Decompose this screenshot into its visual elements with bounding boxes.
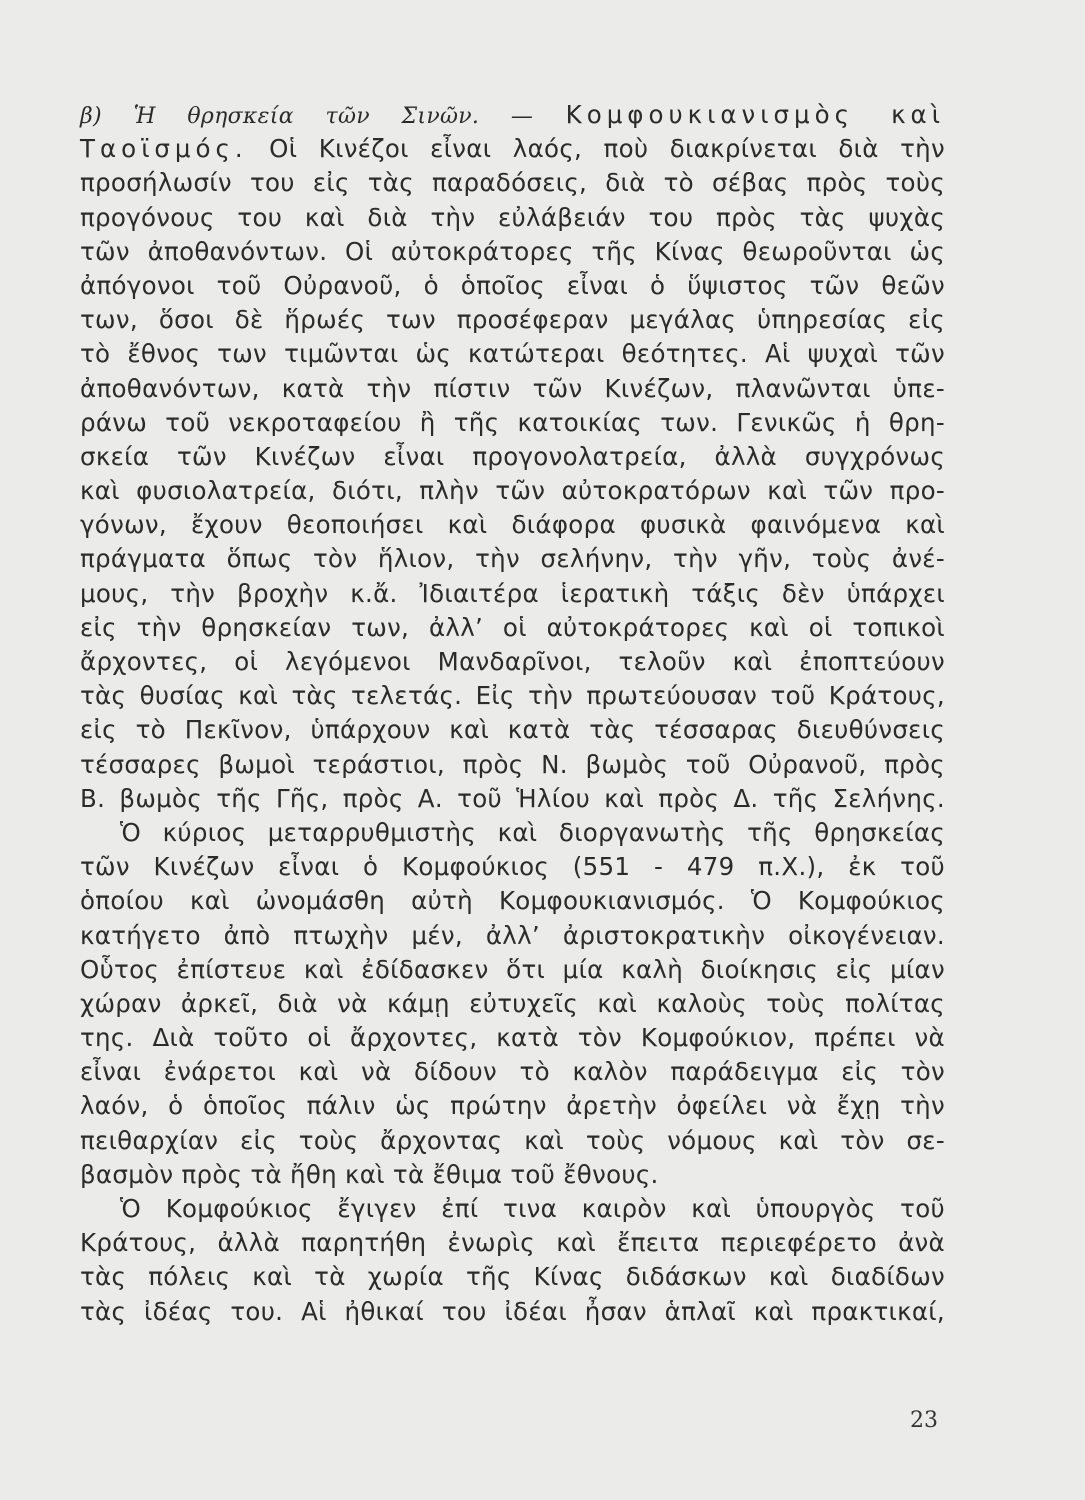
text-line: Οὗτος ἐπίστευε καὶ ἐδίδασκεν ὅτι μία καλὴ διοίκησις εἰς μίαν [80, 954, 945, 984]
paragraph-start-line: Ὁ Κομφούκιος ἔγιγεν ἐπί τινα καιρὸν καὶ ὑπουργὸς τοῦ [120, 1194, 945, 1223]
section-heading-spaced: Κομφουκιανισμὸς καὶ [565, 100, 946, 129]
text-line: τὰς πόλεις καὶ τὰ χωρία τῆς Κίνας διδάσκων καὶ διαδίδων [80, 1262, 945, 1292]
text-line: τῶν Κινέζων εἶναι ὁ Κομφούκιος (551 - 479 π.Χ.), ἐκ τοῦ [80, 852, 945, 882]
text-line: χώραν ἀρκεῖ, διὰ νὰ κάμῃ εὐτυχεῖς καὶ καλοὺς τοὺς πολίτας [80, 988, 945, 1018]
text-line: λαόν, ὁ ὁποῖος πάλιν ὡς πρώτην ἀρετὴν ὀφείλει νὰ ἔχῃ τὴν [80, 1091, 945, 1121]
text-line: πειθαρχίαν εἰς τοὺς ἄρχοντας καὶ τοὺς νόμους καὶ τὸν σε- [80, 1125, 945, 1155]
text-line: εἶναι ἐνάρετοι καὶ νὰ δίδουν τὸ καλὸν παράδειγμα εἰς τὸν [80, 1057, 945, 1087]
text-line: τὰς θυσίας καὶ τὰς τελετάς. Εἰς τὴν πρωτεύουσαν τοῦ Κράτους, [80, 681, 945, 711]
text-line: προγόνους του καὶ διὰ τὴν εὐλάβειάν του πρὸς τὰς ψυχὰς [80, 202, 945, 232]
text-line: ὁποίου καὶ ὠνομάσθη αὐτὴ Κομφουκιανισμός. Ὁ Κομφούκιος [80, 886, 945, 916]
body-text [80, 98, 945, 1329]
section-heading-italic: β) Ἡ θρησκεία τῶν Σινῶν. — [80, 104, 534, 129]
text-line: Κράτους, ἀλλὰ παρητήθη ἐνωρὶς καὶ ἔπειτα περιεφέρετο ἀνὰ [80, 1228, 945, 1258]
heading-line [80, 98, 945, 132]
text-line: ράνω τοῦ νεκροταφείου ἢ τῆς κατοικίας των. Γενικῶς ἡ θρη- [80, 407, 945, 437]
text-line: τὰς ἰδέας του. Αἱ ἠθικαί του ἰδέαι ἦσαν ἁπλαῖ καὶ πρακτικαί, [80, 1296, 945, 1326]
paragraph-end-line: βασμὸν πρὸς τὰ ἤθη καὶ τὰ ἔθιμα τοῦ ἔθνους. [80, 1159, 659, 1189]
text-line: τῶν ἀποθανόντων. Οἱ αὐτοκράτορες τῆς Κίνας θεωροῦνται ὡς [80, 236, 945, 266]
text-line: Β. βωμὸς τῆς Γῆς, πρὸς Α. τοῦ Ἡλίου καὶ πρὸς Δ. τῆς Σελήνης. [80, 783, 945, 813]
text-line: προσήλωσίν του εἰς τὰς παραδόσεις, διὰ τὸ σέβας πρὸς τοὺς [80, 168, 945, 198]
text-line: τὸ ἔθνος των τιμῶνται ὡς κατώτεραι θεότητες. Αἱ ψυχαὶ τῶν [80, 339, 945, 369]
text-line: τέσσαρες βωμοὶ τεράστιοι, πρὸς Ν. βωμὸς τοῦ Οὐρανοῦ, πρὸς [80, 749, 945, 779]
text-line: εἰς τὴν θρησκείαν των, ἀλλ’ οἱ αὐτοκράτορες καὶ οἱ τοπικοὶ [80, 612, 945, 642]
page-number: 23 [910, 1408, 938, 1433]
text-line: καὶ φυσιολατρεία, διότι, πλὴν τῶν αὐτοκρατόρων καὶ τῶν προ- [80, 476, 945, 506]
section-heading-spaced-cont: Ταοϊσμός. [80, 134, 248, 164]
text-line: σκεία τῶν Κινέζων εἶναι προγονολατρεία, ἀλλὰ συγχρόνως [80, 441, 945, 471]
text-line: ἀπόγονοι τοῦ Οὐρανοῦ, ὁ ὁποῖος εἶναι ὁ ὕψιστος τῶν θεῶν [80, 270, 945, 300]
text-line: γόνων, ἔχουν θεοποιήσει καὶ διάφορα φυσικὰ φαινόμενα καὶ [80, 510, 945, 540]
text-line: εἰς τὸ Πεκῖνον, ὑπάρχουν καὶ κατὰ τὰς τέσσαρας διευθύνσεις [80, 715, 945, 745]
text-line: Ταοϊσμός. Οἱ Κινέζοι εἶναι λαός, ποὺ διακρίνεται διὰ τὴν [80, 134, 945, 164]
paragraph-start-line: Ὁ κύριος μεταρρυθμιστὴς καὶ διοργανωτὴς τῆς θρησκείας [120, 817, 945, 847]
text-line: ἄρχοντες, οἱ λεγόμενοι Μανδαρῖνοι, τελοῦν καὶ ἐποπτεύουν [80, 647, 945, 676]
text-line: κατήγετο ἀπὸ πτωχὴν μέν, ἀλλ’ ἀριστοκρατικὴν οἰκογένειαν. [80, 920, 945, 950]
text-line: πράγματα ὅπως τὸν ἥλιον, τὴν σελήνην, τὴν γῆν, τοὺς ἀνέ- [80, 544, 945, 574]
text-line: μους, τὴν βροχὴν κ.ἄ. Ἰδιαιτέρα ἱερατικὴ τάξις δὲν ὑπάρχει [80, 578, 945, 608]
text-line: της. Διὰ τοῦτο οἱ ἄρχοντες, κατὰ τὸν Κομφούκιον, πρέπει νὰ [80, 1023, 945, 1053]
text-line: ἀποθανόντων, κατὰ τὴν πίστιν τῶν Κινέζων, πλανῶνται ὑπε- [80, 373, 945, 403]
text-line: των, ὅσοι δὲ ἥρωές των προσέφεραν μεγάλας ὑπηρεσίας εἰς [80, 305, 945, 335]
